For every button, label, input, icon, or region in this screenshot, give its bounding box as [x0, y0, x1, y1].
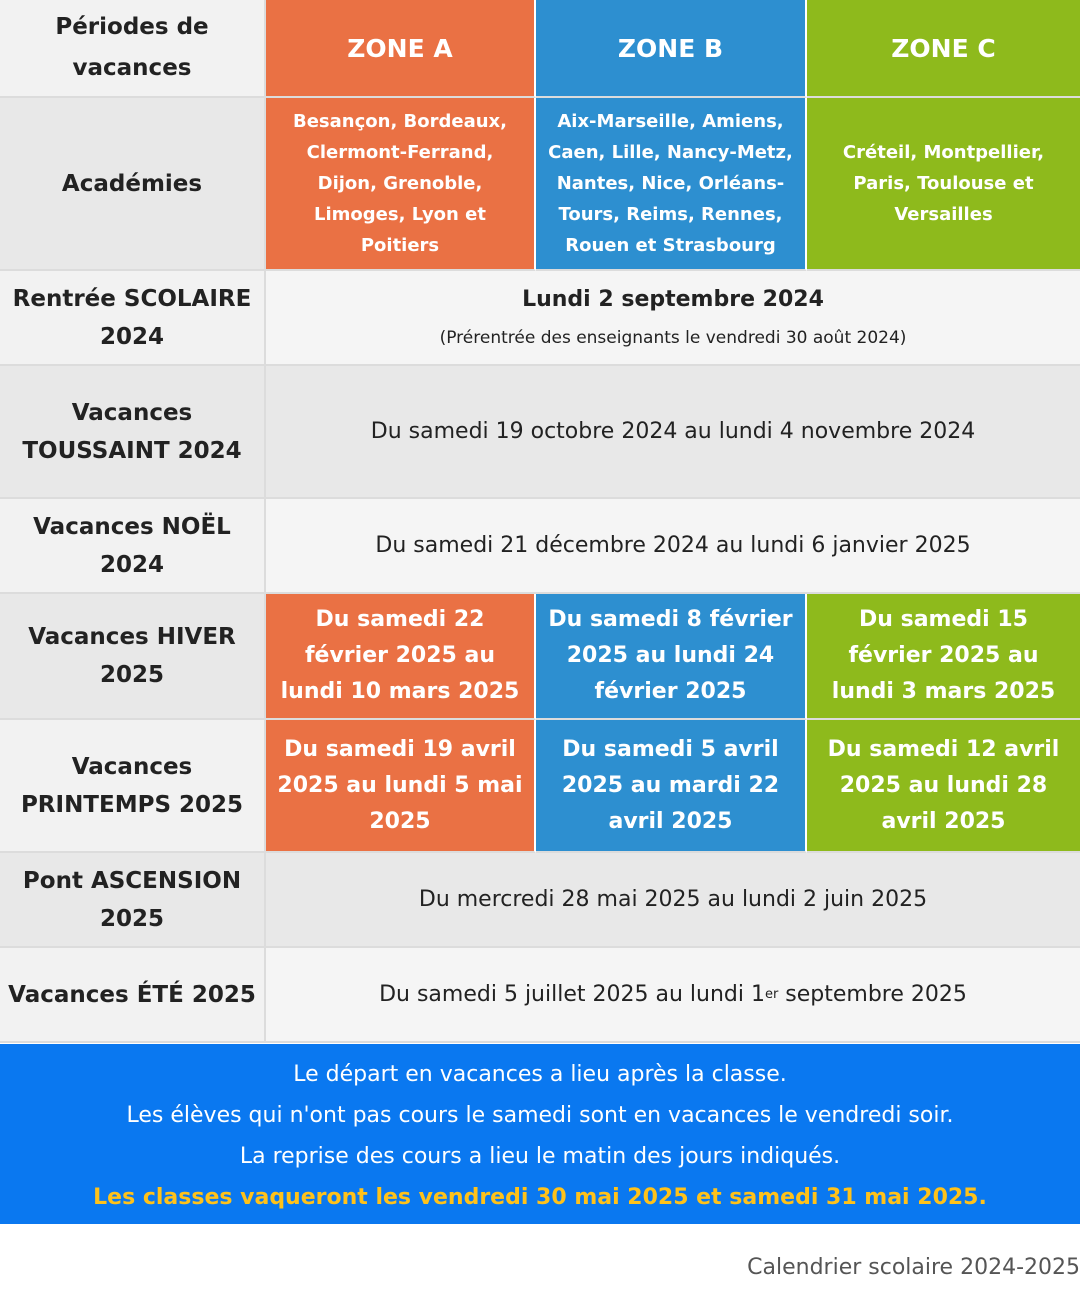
rentree-date: Lundi 2 septembre 2024 — [522, 286, 824, 312]
zone-a-academies: Besançon, Bordeaux, Clermont-Ferrand, Dijon, Grenoble, Limoges, Lyon et Poitiers — [266, 98, 536, 271]
info-line-2: Les élèves qui n'ont pas cours le samedi sont en vacances le vendredi soir. — [126, 1103, 954, 1128]
hiver-zone-c: Du samedi 15 février 2025 au lundi 3 mars 2025 — [807, 594, 1080, 720]
ete-dates — [266, 948, 1080, 1043]
header-label: Périodes de vacances — [0, 0, 266, 98]
caption: Calendrier scolaire 2024-2025 — [747, 1255, 1080, 1280]
ete-dates-start: Du samedi 5 juillet 2025 au lundi 1 — [379, 982, 765, 1007]
ascension-label: Pont ASCENSION 2025 — [0, 853, 266, 948]
noel-label: Vacances NOËL 2024 — [0, 499, 266, 594]
hiver-label: Vacances HIVER 2025 — [0, 594, 266, 720]
ete-dates-sup: er — [764, 987, 779, 1002]
academies-label: Académies — [0, 98, 266, 271]
printemps-zone-a: Du samedi 19 avril 2025 au lundi 5 mai 2025 — [266, 720, 536, 853]
info-line-4: Les classes vaqueront les vendredi 30 mai 2025 et samedi 31 mai 2025. — [93, 1185, 987, 1210]
ascension-dates: Du mercredi 28 mai 2025 au lundi 2 juin 2025 — [266, 853, 1080, 948]
rentree-dates — [266, 271, 1080, 366]
toussaint-label: Vacances TOUSSAINT 2024 — [0, 366, 266, 499]
noel-dates: Du samedi 21 décembre 2024 au lundi 6 janvier 2025 — [266, 499, 1080, 594]
ete-dates-end: septembre 2025 — [778, 982, 967, 1007]
info-line-3: La reprise des cours a lieu le matin des jours indiqués. — [239, 1144, 841, 1169]
zone-a-header: ZONE A — [266, 0, 536, 98]
printemps-zone-c: Du samedi 12 avril 2025 au lundi 28 avril 2025 — [807, 720, 1080, 853]
info-line-1: Le départ en vacances a lieu après la classe. — [293, 1062, 787, 1087]
zone-c-header: ZONE C — [807, 0, 1080, 98]
zone-b-header: ZONE B — [536, 0, 807, 98]
hiver-zone-a: Du samedi 22 février 2025 au lundi 10 mars 2025 — [266, 594, 536, 720]
printemps-label: Vacances PRINTEMPS 2025 — [0, 720, 266, 853]
toussaint-dates: Du samedi 19 octobre 2024 au lundi 4 novembre 2024 — [266, 366, 1080, 499]
ete-label: Vacances ÉTÉ 2025 — [0, 948, 266, 1043]
printemps-zone-b: Du samedi 5 avril 2025 au mardi 22 avril 2025 — [536, 720, 807, 853]
info-banner — [0, 1044, 1080, 1224]
rentree-note: (Prérentrée des enseignants le vendredi 30 août 2024) — [439, 327, 907, 348]
zone-b-academies: Aix-Marseille, Amiens, Caen, Lille, Nancy-Metz, Nantes, Nice, Orléans-Tours, Reims, Rennes, Rouen et Strasbourg — [536, 98, 807, 271]
zone-c-academies: Créteil, Montpellier, Paris, Toulouse et Versailles — [807, 98, 1080, 271]
hiver-zone-b: Du samedi 8 février 2025 au lundi 24 février 2025 — [536, 594, 807, 720]
rentree-label: Rentrée SCOLAIRE 2024 — [0, 271, 266, 366]
